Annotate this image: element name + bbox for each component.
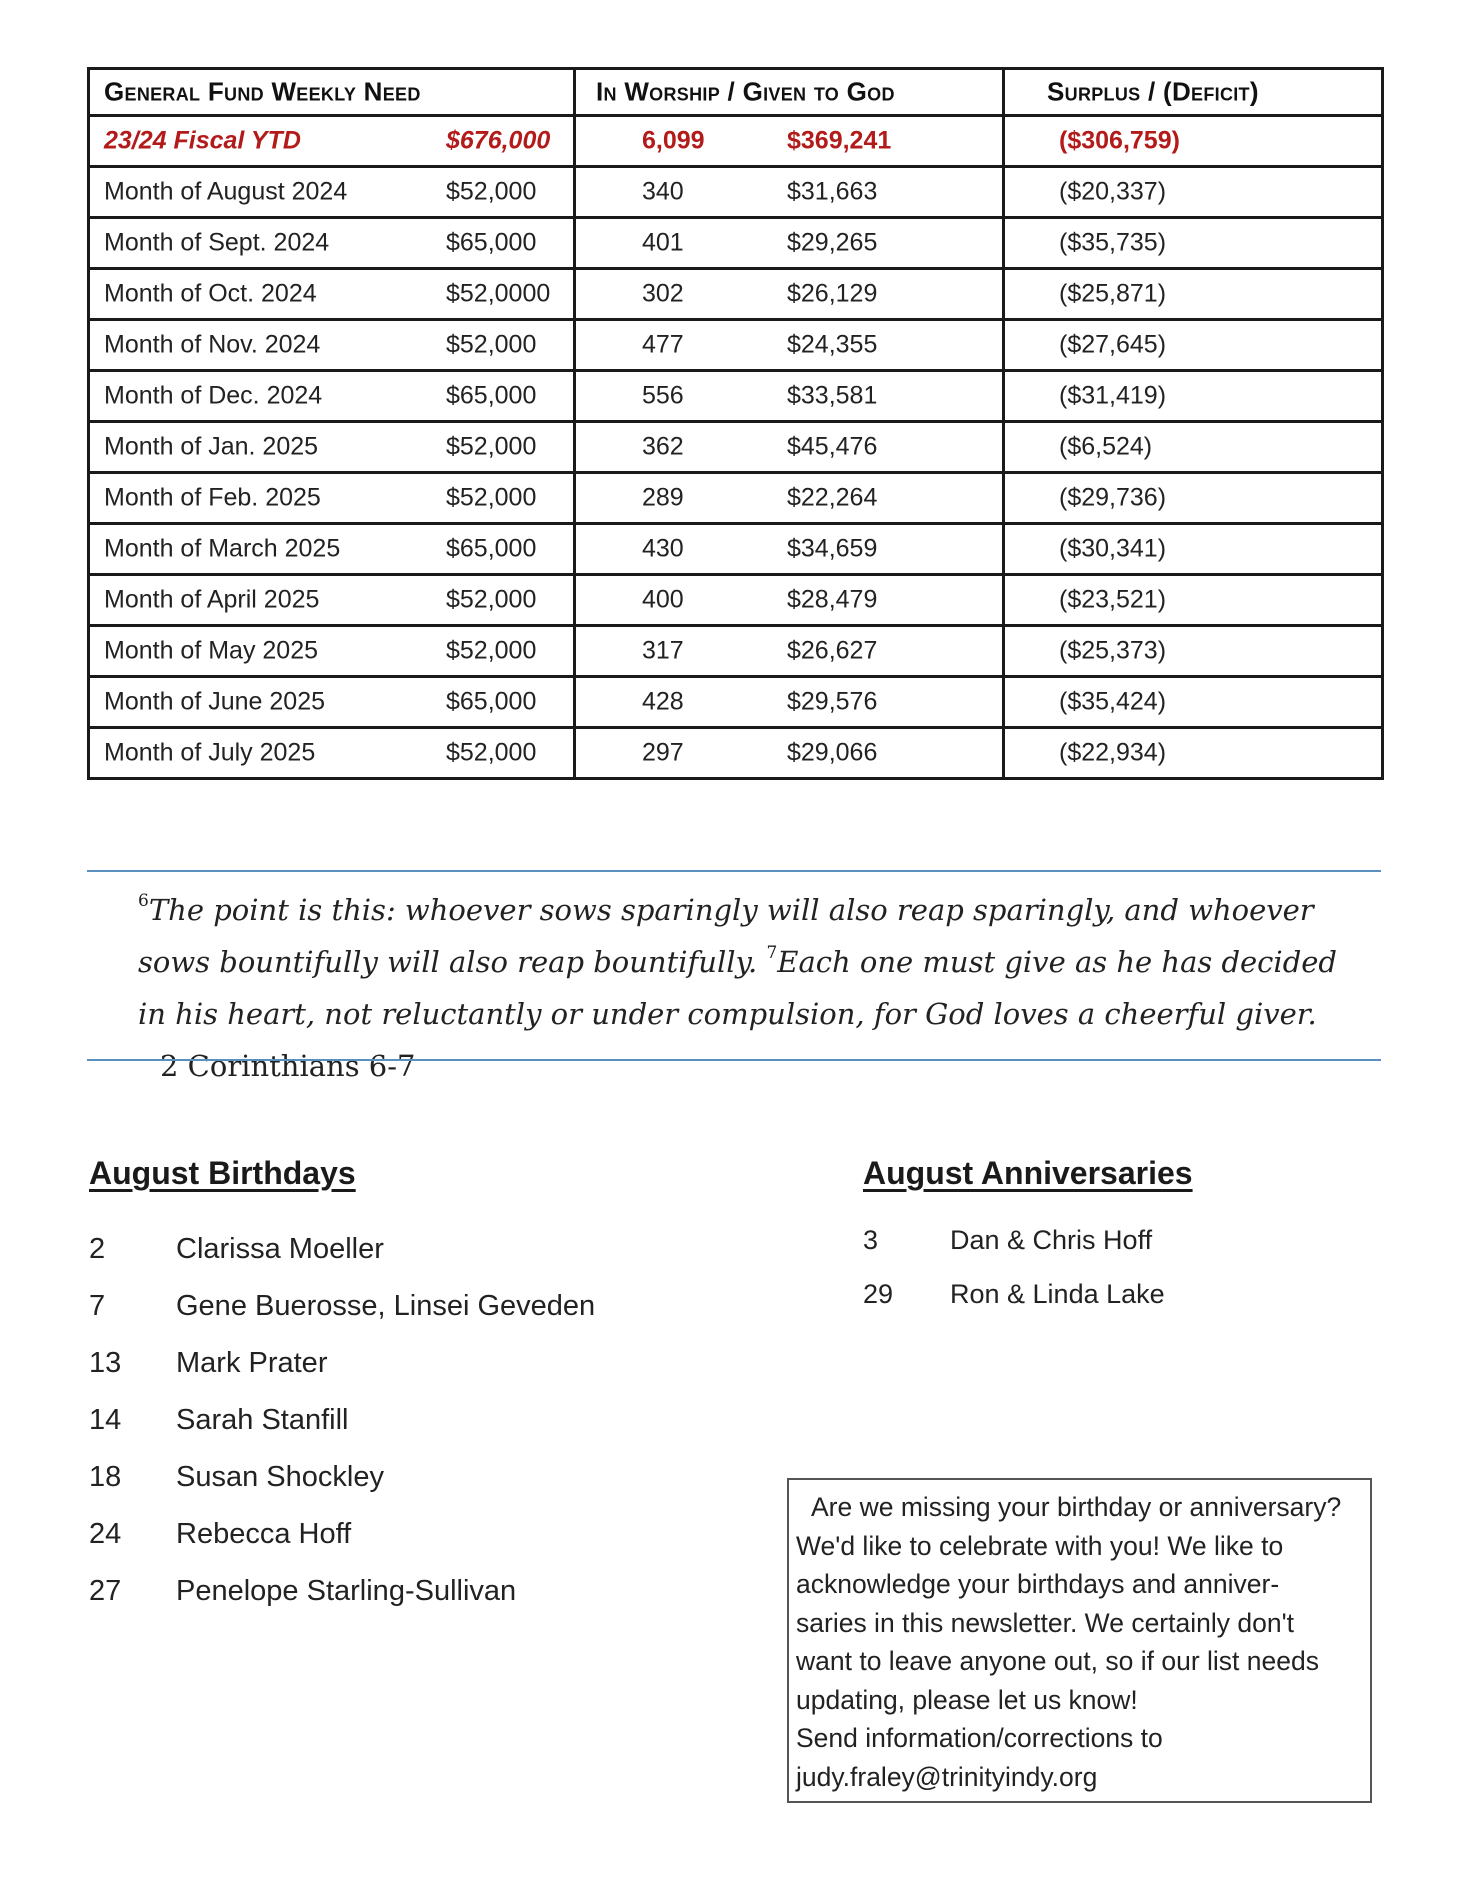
table-header-row (89, 69, 1383, 116)
note-line-5: want to leave anyone out, so if our list needs (796, 1646, 1319, 1676)
given-amount: $28,479 (787, 585, 878, 614)
verse-text-6: The point is this: whoever sows sparingly will also reap sparingly, and whoever sows bountifully will also reap bountifully. (138, 893, 1314, 979)
surplus-deficit-amount: ($31,419) (1059, 381, 1167, 410)
month-label: Month of April 2025 (104, 585, 320, 614)
list-item-day: 24 (89, 1518, 122, 1550)
birthdays-title: August Birthdays (89, 1155, 356, 1191)
balance-cell (1004, 167, 1383, 218)
verse-bottom-rule (87, 1059, 1381, 1061)
month-label: Month of August 2024 (104, 177, 348, 206)
verse-number-6: 6 (138, 891, 149, 911)
list-item (89, 1404, 709, 1461)
need-cell (89, 575, 575, 626)
ytd-worship-cell (575, 116, 1004, 167)
header-weekly-need-label: General Fund Weekly Need (104, 76, 421, 107)
worship-count: 302 (642, 279, 684, 308)
worship-count: 428 (642, 687, 684, 716)
list-item-day: 3 (863, 1225, 879, 1255)
header-surplus-deficit-label: Surplus / (Deficit) (1047, 76, 1259, 107)
list-item (89, 1347, 709, 1404)
weekly-need-amount: $52,000 (446, 585, 537, 614)
weekly-need-amount: $65,000 (446, 687, 537, 716)
birthday-update-note (787, 1478, 1372, 1803)
list-item (863, 1225, 1363, 1279)
given-amount: $45,476 (787, 432, 878, 461)
given-amount: $31,663 (787, 177, 878, 206)
list-item (863, 1279, 1363, 1333)
worship-given-cell (575, 524, 1004, 575)
need-cell (89, 524, 575, 575)
note-line-7: Send information/corrections to (796, 1723, 1163, 1753)
surplus-deficit-amount: ($35,424) (1059, 687, 1167, 716)
given-amount: $33,581 (787, 381, 878, 410)
ytd-given: $369,241 (787, 126, 892, 155)
table-row (89, 167, 1383, 218)
given-amount: $22,264 (787, 483, 878, 512)
list-item-name: Clarissa Moeller (176, 1233, 384, 1265)
table-row (89, 371, 1383, 422)
worship-given-cell (575, 320, 1004, 371)
ytd-label: 23/24 Fiscal YTD (104, 126, 301, 155)
given-amount: $29,576 (787, 687, 878, 716)
month-label: Month of Jan. 2025 (104, 432, 319, 461)
weekly-need-amount: $52,000 (446, 330, 537, 359)
list-item (89, 1461, 709, 1518)
worship-count: 556 (642, 381, 684, 410)
list-item (89, 1518, 709, 1575)
need-cell (89, 371, 575, 422)
need-cell (89, 473, 575, 524)
surplus-deficit-amount: ($6,524) (1059, 432, 1153, 461)
list-item (89, 1290, 709, 1347)
list-item (89, 1233, 709, 1290)
balance-cell (1004, 422, 1383, 473)
list-item-day: 29 (863, 1279, 894, 1309)
balance-cell (1004, 575, 1383, 626)
note-line-1: Are we missing your birthday or anniversary? (811, 1492, 1342, 1522)
table-row (89, 575, 1383, 626)
worship-count: 289 (642, 483, 684, 512)
table-row (89, 677, 1383, 728)
balance-cell (1004, 626, 1383, 677)
month-label: Month of Oct. 2024 (104, 279, 317, 308)
month-label: Month of Dec. 2024 (104, 381, 323, 410)
table-row (89, 269, 1383, 320)
balance-cell (1004, 218, 1383, 269)
contact-email[interactable]: judy.fraley@trinityindy.org (796, 1761, 1098, 1792)
header-worship-given-label: In Worship / Given to God (596, 76, 895, 107)
given-amount: $26,129 (787, 279, 878, 308)
worship-count: 430 (642, 534, 684, 563)
table-row (89, 728, 1383, 779)
list-item-day: 18 (89, 1461, 122, 1493)
surplus-deficit-amount: ($23,521) (1059, 585, 1167, 614)
need-cell (89, 677, 575, 728)
worship-given-cell (575, 677, 1004, 728)
ytd-balance: ($306,759) (1059, 126, 1180, 155)
header-weekly-need (89, 69, 575, 116)
weekly-need-amount: $52,0000 (446, 279, 551, 308)
need-cell (89, 320, 575, 371)
weekly-need-amount: $52,000 (446, 432, 537, 461)
balance-cell (1004, 473, 1383, 524)
list-item-name: Gene Buerosse, Linsei Geveden (176, 1290, 596, 1322)
list-item-name: Susan Shockley (176, 1461, 384, 1493)
surplus-deficit-amount: ($20,337) (1059, 177, 1167, 206)
worship-count: 317 (642, 636, 684, 665)
anniversaries-list (863, 1225, 1363, 1333)
verse-reference: 2 Corinthians 6-7 (160, 1049, 416, 1083)
birthdays-list (89, 1233, 709, 1632)
table-row (89, 218, 1383, 269)
given-amount: $29,265 (787, 228, 878, 257)
weekly-need-amount: $52,000 (446, 177, 537, 206)
weekly-need-amount: $52,000 (446, 483, 537, 512)
month-label: Month of Sept. 2024 (104, 228, 330, 257)
header-surplus-deficit (1004, 69, 1383, 116)
list-item-name: Mark Prater (176, 1347, 328, 1379)
table-row (89, 626, 1383, 677)
need-cell (89, 728, 575, 779)
verse-number-7: 7 (766, 943, 778, 963)
need-cell (89, 422, 575, 473)
surplus-deficit-amount: ($29,736) (1059, 483, 1167, 512)
month-label: Month of March 2025 (104, 534, 341, 563)
ytd-row (89, 116, 1383, 167)
ytd-worship: 6,099 (642, 126, 705, 155)
weekly-need-amount: $52,000 (446, 738, 537, 767)
worship-count: 340 (642, 177, 684, 206)
worship-given-cell (575, 626, 1004, 677)
need-cell (89, 218, 575, 269)
verse-text-7: Each one must give as he has decided in his heart, not reluctantly or under compulsion, for God loves a cheerful giver. (138, 945, 1337, 1031)
worship-given-cell (575, 218, 1004, 269)
balance-cell (1004, 728, 1383, 779)
weekly-need-amount: $65,000 (446, 534, 537, 563)
list-item (89, 1575, 709, 1632)
weekly-need-amount: $52,000 (446, 636, 537, 665)
month-label: Month of May 2025 (104, 636, 319, 665)
verse-top-rule (87, 870, 1381, 872)
given-amount: $26,627 (787, 636, 878, 665)
header-worship-given (575, 69, 1004, 116)
surplus-deficit-amount: ($22,934) (1059, 738, 1167, 767)
surplus-deficit-amount: ($25,373) (1059, 636, 1167, 665)
worship-given-cell (575, 473, 1004, 524)
worship-count: 477 (642, 330, 684, 359)
worship-count: 297 (642, 738, 684, 767)
worship-given-cell (575, 575, 1004, 626)
surplus-deficit-amount: ($27,645) (1059, 330, 1167, 359)
list-item-name: Dan & Chris Hoff (950, 1225, 1153, 1255)
list-item-day: 27 (89, 1575, 122, 1607)
balance-cell (1004, 524, 1383, 575)
list-item-day: 14 (89, 1404, 122, 1436)
worship-count: 400 (642, 585, 684, 614)
balance-cell (1004, 677, 1383, 728)
weekly-need-amount: $65,000 (446, 381, 537, 410)
ytd-balance-cell (1004, 116, 1383, 167)
balance-cell (1004, 371, 1383, 422)
weekly-need-amount: $65,000 (446, 228, 537, 257)
month-label: Month of Feb. 2025 (104, 483, 321, 512)
balance-cell (1004, 320, 1383, 371)
need-cell (89, 626, 575, 677)
need-cell (89, 167, 575, 218)
given-amount: $24,355 (787, 330, 878, 359)
worship-count: 401 (642, 228, 684, 257)
given-amount: $34,659 (787, 534, 878, 563)
month-label: Month of June 2025 (104, 687, 325, 716)
month-label: Month of July 2025 (104, 738, 316, 767)
month-label: Month of Nov. 2024 (104, 330, 321, 359)
list-item-day: 7 (89, 1290, 106, 1322)
list-item-name: Ron & Linda Lake (950, 1279, 1165, 1309)
note-line-2: We'd like to celebrate with you! We like to (796, 1530, 1284, 1561)
list-item-name: Penelope Starling-Sullivan (176, 1575, 517, 1607)
list-item-day: 13 (89, 1347, 122, 1379)
anniversaries-title: August Anniversaries (863, 1155, 1193, 1191)
ytd-need: $676,000 (446, 126, 551, 155)
surplus-deficit-amount: ($25,871) (1059, 279, 1167, 308)
table-row (89, 422, 1383, 473)
note-line-4: saries in this newsletter. We certainly don't (796, 1607, 1294, 1638)
list-item-name: Rebecca Hoff (176, 1518, 352, 1550)
surplus-deficit-amount: ($35,735) (1059, 228, 1167, 257)
need-cell (89, 269, 575, 320)
note-line-3: acknowledge your birthdays and anniver- (796, 1569, 1280, 1599)
note-line-6: updating, please let us know! (796, 1684, 1138, 1715)
worship-count: 362 (642, 432, 684, 461)
table-row (89, 524, 1383, 575)
worship-given-cell (575, 269, 1004, 320)
ytd-need-cell (89, 116, 575, 167)
worship-given-cell (575, 371, 1004, 422)
general-fund-table (87, 67, 1384, 780)
worship-given-cell (575, 422, 1004, 473)
table-row (89, 320, 1383, 371)
list-item-name: Sarah Stanfill (176, 1404, 349, 1436)
list-item-day: 2 (89, 1233, 106, 1265)
surplus-deficit-amount: ($30,341) (1059, 534, 1167, 563)
worship-given-cell (575, 728, 1004, 779)
given-amount: $29,066 (787, 738, 878, 767)
table-row (89, 473, 1383, 524)
worship-given-cell (575, 167, 1004, 218)
balance-cell (1004, 269, 1383, 320)
